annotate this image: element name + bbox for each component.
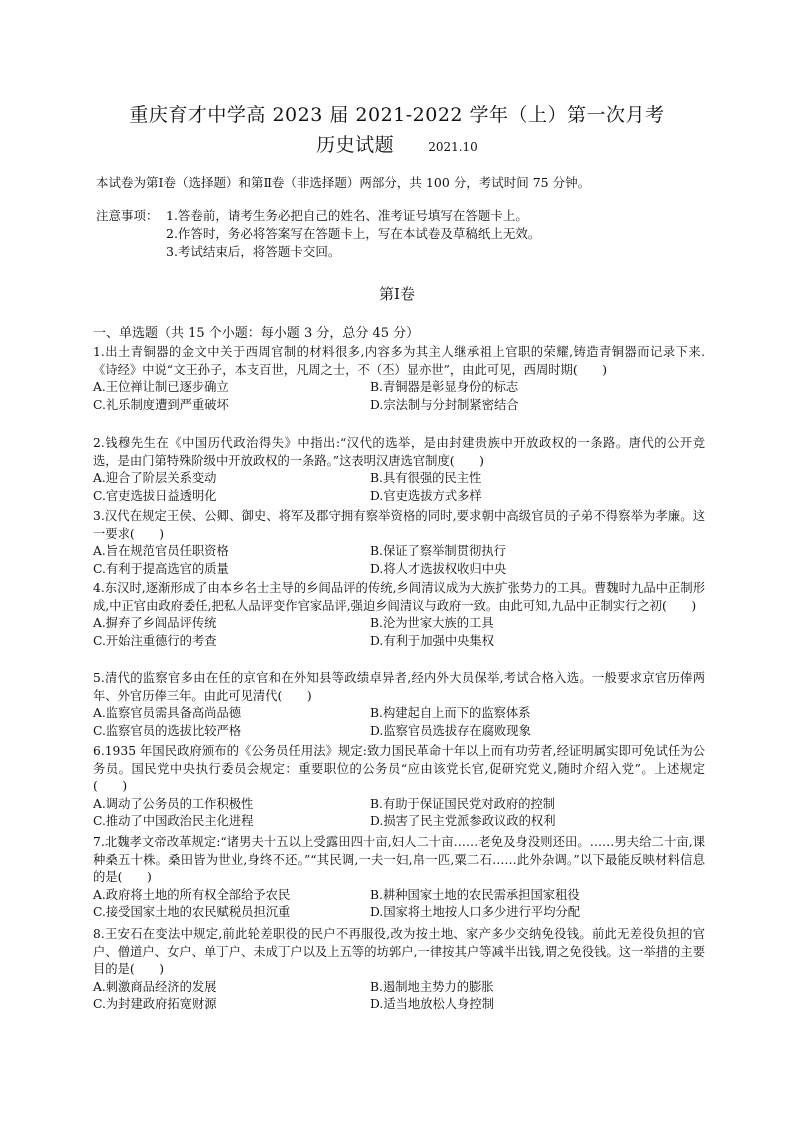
- question-stem: 2.钱穆先生在《中国历代政治得失》中指出:“汉代的选举，是由封建贵族中开放政权的一条路。唐代的公开竞选，是由门第特殊阶级中开放政权的一条路。”这表明汉唐选官制度( ): [93, 436, 705, 468]
- question-2: [93, 435, 705, 505]
- section-heading: 一、单选题（共 15 个小题：每小题 3 分，总分 45 分）: [93, 326, 420, 341]
- option-b: B.构建起自上而下的监察体系: [370, 706, 531, 721]
- option-c: C.监察官员的选拔比较严格: [93, 723, 242, 738]
- option-b: B.沦为世家大族的工具: [370, 616, 494, 631]
- question-options: [93, 615, 705, 650]
- question-stem: 8.王安石在变法中规定,前此轮差职役的民户不再服役,改为按土地、家产多少交纳免役钱。前此无差役负担的官户、僧道户、女户、单丁户、未成丁户以及上五等的坊郭户,一律按其户等减半出钱,谓之免役钱。这一举措的主要目的是( ): [93, 927, 705, 977]
- volume-heading: 第Ⅰ卷: [379, 285, 415, 303]
- subject-title: 历史试题: [316, 134, 395, 156]
- option-d: D.官吏选拔方式多样: [370, 488, 482, 503]
- question-options: [93, 470, 705, 505]
- option-c: C.为封建政府拓宽财源: [93, 997, 217, 1012]
- option-d: D.监察官员选拔存在腐败现象: [370, 723, 531, 738]
- option-a: A.监察官员需具备高尚品德: [93, 706, 242, 721]
- option-d: D.损害了民主党派参政议政的权利: [370, 814, 556, 829]
- question-6: [93, 743, 705, 831]
- notice-label: 注意事项：: [96, 208, 159, 223]
- exam-intro: 本试卷为第Ⅰ卷（选择题）和第Ⅱ卷（非选择题）两部分，共 100 分，考试时间 75 分钟。: [96, 175, 591, 190]
- exam-subtitle: [0, 130, 794, 157]
- question-4: [93, 580, 705, 650]
- notice-block: [96, 207, 540, 261]
- option-c: C.官吏选拔日益透明化: [93, 488, 217, 503]
- option-d: D.将人才选拔权收归中央: [370, 561, 507, 576]
- question-stem: 7.北魏孝文帝改革规定:“诸男夫十五以上受露田四十亩,妇人二十亩……老免及身没则还田。……男夫给二十亩,课种桑五十株。桑田皆为世业,身终不还。”“其民调,一夫一妇,帛一匹,粟二石……此外杂调。”以下最能反映材料信息的是( ): [93, 835, 705, 885]
- question-options: [93, 543, 705, 578]
- option-b: B.耕种国家土地的农民需承担国家租役: [370, 887, 580, 902]
- option-d: D.国家将土地按人口多少进行平均分配: [370, 905, 581, 920]
- exam-title: 重庆育才中学高 2023 届 2021-2022 学年（上）第一次月考: [129, 104, 665, 126]
- question-stem: 3.汉代在规定王侯、公卿、御史、将军及郡守拥有察举资格的同时,要求朝中高级官员的子弟不得察举为孝廉。这一要求( ): [93, 509, 705, 541]
- option-c: C.礼乐制度遭到严重破坏: [93, 397, 229, 412]
- question-7: [93, 834, 705, 922]
- option-c: C.推动了中国政治民主化进程: [93, 814, 254, 829]
- option-b: B.有助于保证国民党对政府的控制: [370, 796, 556, 811]
- option-a: A.摒弃了乡闾品评传统: [93, 616, 217, 631]
- question-3: [93, 508, 705, 578]
- question-stem: 4.东汉时,逐渐形成了由本乡名士主导的乡闾品评的传统,乡闾清议成为大族扩张势力的工具。曹魏时九品中正制形成,中正官由政府委任,把私人品评变作官家品评,强迫乡闾清议与政府一致。由此可知,九品中正制实行之初( ): [93, 581, 705, 613]
- option-a: A.旨在规范官员任职资格: [93, 544, 229, 559]
- option-a: A.刺激商品经济的发展: [93, 979, 217, 994]
- question-1: [93, 344, 705, 414]
- option-b: B.具有很强的民主性: [370, 471, 482, 486]
- option-d: D.适当地放松人身控制: [370, 997, 495, 1012]
- option-d: D.有利于加强中央集权: [370, 633, 495, 648]
- option-b: B.保证了察举制贯彻执行: [370, 544, 506, 559]
- option-a: A.政府将土地的所有权全部给予农民: [93, 887, 291, 902]
- option-b: B.遏制地主势力的膨胀: [370, 979, 494, 994]
- option-c: C.有利于提高选官的质量: [93, 561, 229, 576]
- question-options: [93, 887, 705, 922]
- question-8: [93, 926, 705, 1014]
- option-a: A.迎合了阶层关系变动: [93, 471, 217, 486]
- question-options: [93, 705, 705, 740]
- notice-item: 1.答卷前，请考生务必把自己的姓名、准考证号填写在答题卡上。: [166, 208, 528, 223]
- option-b: B.青铜器是彰显身份的标志: [370, 380, 519, 395]
- question-stem: 5.清代的监察官多由在任的京官和在外知县等政绩卓异者,经内外大员保举,考试合格入选。一般要求京官历俸两年、外官历俸三年。由此可见清代( ): [93, 671, 705, 703]
- question-options: [93, 796, 705, 831]
- question-options: [93, 379, 705, 414]
- question-5: [93, 670, 705, 740]
- option-a: A.调动了公务员的工作积极性: [93, 796, 254, 811]
- notice-item: 3.考试结束后，将答题卡交回。: [166, 244, 341, 259]
- question-stem: 1.出土青铜器的金文中关于西周官制的材料很多,内容多为其主人继承祖上官职的荣耀,铸造青铜器而记录下来.《诗经》中说“文王孙子，本支百世，凡周之士，不（丕）显亦世”，由此可见，西周时期( ): [93, 345, 705, 377]
- question-options: [93, 979, 705, 1014]
- exam-date: 2021.10: [428, 140, 478, 154]
- option-c: C.接受国家土地的农民赋税员担沉重: [93, 905, 291, 920]
- option-c: C.开始注重德行的考查: [93, 633, 217, 648]
- notice-item: 2.作答时，务必将答案写在答题卡上，写在本试卷及草稿纸上无效。: [166, 226, 541, 241]
- option-a: A.王位禅让制已逐步确立: [93, 380, 229, 395]
- question-stem: 6.1935 年国民政府颁布的《公务员任用法》规定:致力国民革命十年以上而有功劳者,经证明属实即可免试任为公务员。国民党中央执行委员会规定：重要职位的公务员“应由该党长官,促研究党义,随时介绍入党”。上述规定( ): [93, 744, 705, 794]
- option-d: D.宗法制与分封制紧密结合: [370, 397, 519, 412]
